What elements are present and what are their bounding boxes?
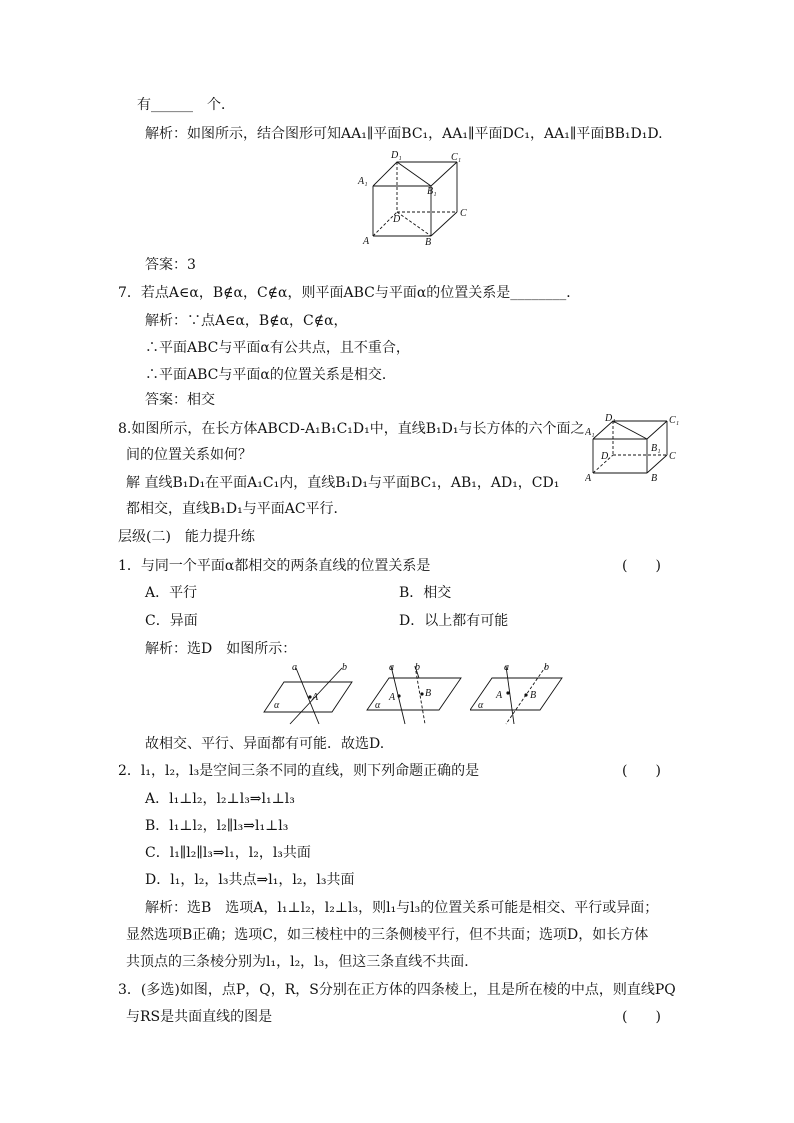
option-c: C．异面 <box>145 613 198 629</box>
label-B: B <box>425 237 432 248</box>
analysis-line: 解析：选B 选项A，l₁⊥l₂，l₂⊥l₃，则l₁与l₃的位置关系可能是相交、平行或异面； <box>145 900 659 916</box>
analysis-line: 解析：如图所示，结合图形可知AA₁∥平面BC₁，AA₁∥平面DC₁，AA₁∥平面BB₁D₁D. <box>145 126 663 142</box>
question-7: 7．若点A∈α，B∉α，C∉α，则平面ABC与平面α的位置关系是________． <box>118 285 581 301</box>
label-C: C <box>460 208 467 219</box>
label-B1: B₁ <box>427 186 437 197</box>
label-b: b <box>342 662 347 673</box>
label-D: D <box>393 214 401 225</box>
option-d: D．以上都有可能 <box>399 613 509 629</box>
analysis-line: 解析：∵点A∈α，B∉α，C∉α， <box>145 313 348 329</box>
analysis-line: 共顶点的三条棱分别为l₁，l₂，l₃，但这三条直线不共面． <box>126 954 479 970</box>
analysis-line: ∴平面ABC与平面α有公共点，且不重合， <box>145 340 410 356</box>
label-B: B <box>425 688 432 699</box>
answer-line: 答案：相交 <box>145 392 215 408</box>
label-A: A <box>585 473 592 484</box>
label-D1: D₁ <box>391 150 402 161</box>
question-8-cont: 间的位置关系如何？ <box>126 447 252 463</box>
label-B: B <box>651 473 658 484</box>
question-8: 8.如图所示，在长方体ABCD-A₁B₁C₁D₁中，直线B₁D₁与长方体的六个面之 <box>118 421 585 437</box>
label-A1: A₁ <box>358 176 368 187</box>
option-b: B．l₁⊥l₂，l₂∥l₃⇒l₁⊥l₃ <box>145 818 289 834</box>
answer-paren: ( ) <box>622 558 661 574</box>
label-a: a <box>389 662 394 673</box>
solution-line: 解 直线B₁D₁在平面A₁C₁内，直线B₁D₁与平面BC₁，AB₁，AD₁，CD₁ <box>126 475 560 491</box>
label-alpha: α <box>478 700 484 711</box>
answer-paren: ( ) <box>622 1009 661 1025</box>
plane-figure-2 <box>365 662 465 726</box>
analysis-line: 显然选项B正确；选项C，如三棱柱中的三条侧棱平行，但不共面；选项D，如长方体 <box>126 927 649 943</box>
label-B: B <box>530 690 537 701</box>
analysis-line: 解析：选D 如图所示： <box>145 641 297 657</box>
label-A1: A₁ <box>585 427 595 438</box>
label-A: A <box>312 692 319 703</box>
section-title: 层级(二) 能力提升练 <box>118 529 255 545</box>
blank-line: 有______ 个． <box>137 97 235 113</box>
question-2: 2．l₁，l₂，l₃是空间三条不同的直线，则下列命题正确的是 <box>118 763 480 779</box>
label-C1: C₁ <box>451 152 462 163</box>
label-alpha: α <box>274 700 280 711</box>
analysis-line: 故相交、平行、异面都有可能．故选D. <box>145 736 385 752</box>
plane-figure-1 <box>262 662 358 726</box>
plane-figure-3 <box>470 662 566 726</box>
label-D: D <box>601 451 609 462</box>
cube-figure-2 <box>585 413 685 485</box>
label-b: b <box>544 662 549 673</box>
cube-figure-1 <box>355 148 475 248</box>
question-3-cont: 与RS是共面直线的图是 <box>126 1009 273 1025</box>
answer-paren: ( ) <box>622 763 661 779</box>
label-C1: C₁ <box>669 415 680 426</box>
option-a: A．l₁⊥l₂，l₂⊥l₃⇒l₁⊥l₃ <box>145 791 295 807</box>
label-B1: B₁ <box>651 443 661 454</box>
answer-line: 答案：3 <box>145 257 196 273</box>
label-A: A <box>389 692 396 703</box>
label-C: C <box>669 451 676 462</box>
solution-line: 都相交，直线B₁D₁与平面AC平行． <box>126 501 348 517</box>
label-A: A <box>363 236 370 247</box>
label-A: A <box>496 690 503 701</box>
label-b: b <box>415 662 420 673</box>
label-a: a <box>292 662 297 673</box>
analysis-line: ∴平面ABC与平面α的位置关系是相交． <box>145 367 396 383</box>
label-D1: D₁ <box>605 413 616 424</box>
option-d: D．l₁，l₂，l₃共点⇒l₁，l₂，l₃共面 <box>145 872 355 888</box>
label-a: a <box>504 662 509 673</box>
question-3: 3．(多选)如图，点P，Q，R，S分别在正方体的四条棱上，且是所在棱的中点，则直线PQ <box>118 982 676 998</box>
label-alpha: α <box>375 700 381 711</box>
option-b: B．相交 <box>399 585 452 601</box>
option-c: C．l₁∥l₂∥l₃⇒l₁，l₂，l₃共面 <box>145 845 311 861</box>
question-1: 1．与同一个平面α都相交的两条直线的位置关系是 <box>118 558 431 574</box>
option-a: A．平行 <box>145 585 198 601</box>
